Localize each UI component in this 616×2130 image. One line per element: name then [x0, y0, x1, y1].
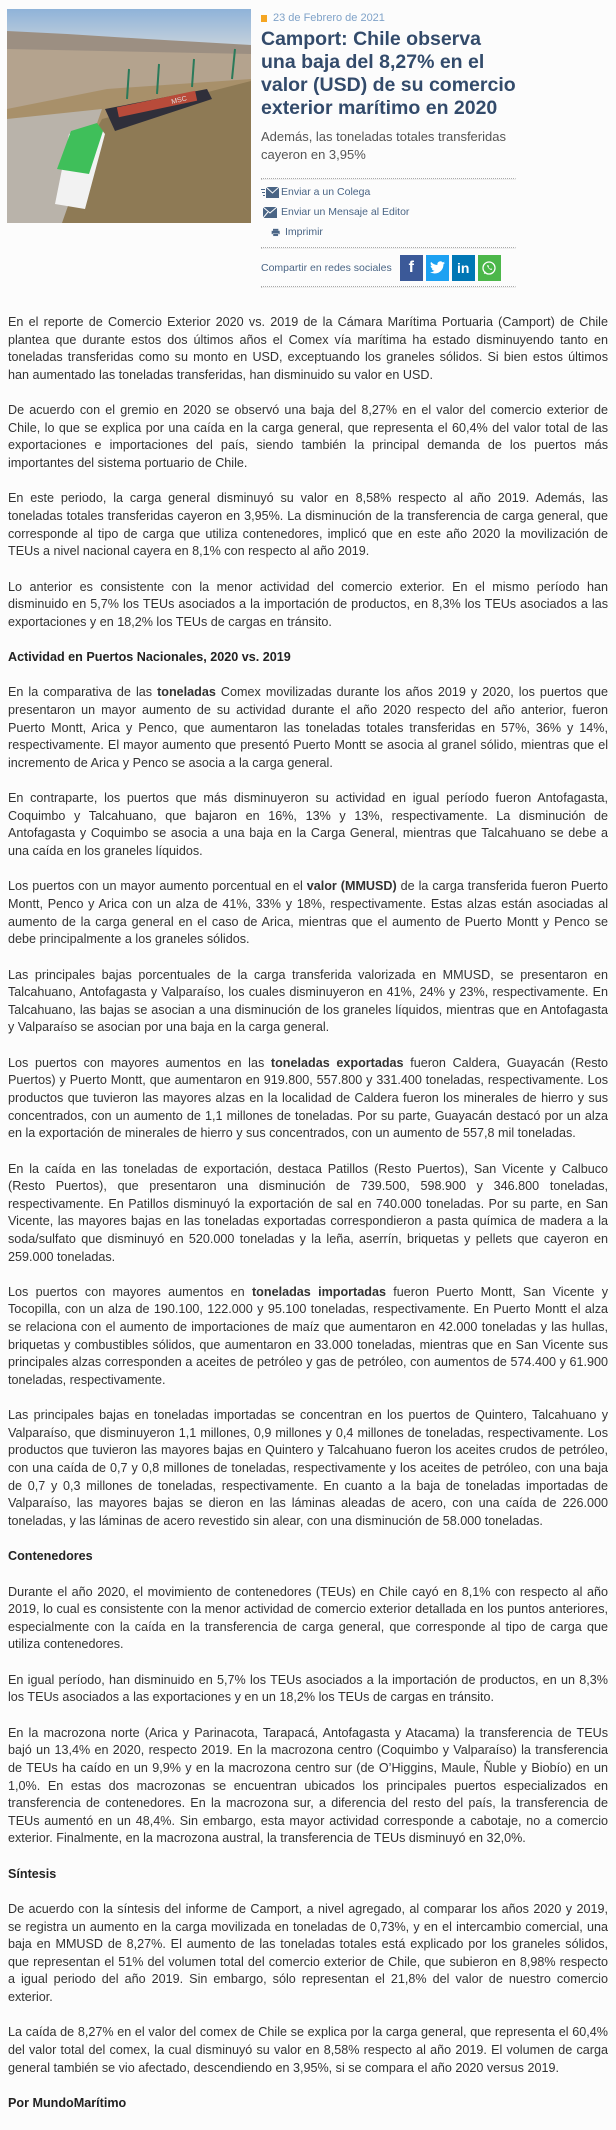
- facebook-icon: f: [408, 258, 414, 276]
- paragraph-text: En la caída en las toneladas de exportación, destaca Patillos (Resto Puertos), San Vicente y Calbuco (Resto Puertos), que presentaron una disminución de 739.500, 598.900 y 346.800 toneladas, respectivamente. En Patillos disminuyó la exportación de sal en 740.000 toneladas. Por su parte, en San Vicente, las mayores bajas en las toneladas exportadas correspondieron a pasta química de madera a la soda/sulfato que disminuyó en 520.000 toneladas y la leña, aserrín, briquetas y pellets que cayeron en 259.000 toneladas.: [8, 1161, 608, 1264]
- send-editor-link[interactable]: [261, 204, 409, 221]
- paragraph-text: De acuerdo con la síntesis del informe de Camport, a nivel agregado, al comparar los años 2020 y 2019, se registra un aumento en la carga movilizada en toneladas de 0,73%, y en el intercambio comercial, una baja en MMUSD de 8,27%. El aumento de las toneladas totales está explicado por los graneles sólidos, que representan el 51% del volumen total del comercio exterior de Chile, que subieron en 8,98% respecto a igual periodo del año 2019. Sin embargo, sólo representan el 21,8% del valor de nuestro comercio exterior.: [8, 1902, 608, 2005]
- article-paragraph: [8, 684, 608, 772]
- paragraph-text: fueron Puerto Montt, San Vicente y Tocopilla, con un alza de 190.100, 122.000 y 95.100 toneladas, respectivamente. En Puerto Montt el alza se relaciona con el aumento de importaciones de maíz que aumentaron en 42.000 toneladas y las hullas, briquetas y combustibles sólidos, que aumentaron en 33.000 toneladas, mientras que en San Vicente sus principales alzas corresponden a aceites de petróleo y gas de petróleo, con aumentos de 574.400 y 61.900 toneladas, respectivamente.: [8, 1284, 608, 1387]
- article-paragraph: [8, 402, 608, 472]
- page-title: Camport: Chile observa una baja del 8,27% en el valor (USD) de su comercio exterior marítimo en 2020: [261, 28, 516, 119]
- article-paragraph: [8, 1161, 608, 1267]
- article-subtitle: Además, las toneladas totales transferidas cayeron en 3,95%: [261, 129, 506, 162]
- divider: [261, 286, 516, 288]
- printer-icon: [271, 227, 283, 238]
- share-bar: [261, 249, 516, 286]
- bold-text: toneladas importadas: [251, 1284, 386, 1299]
- date-marker-icon: [261, 15, 267, 22]
- bold-text: valor (MMUSD): [306, 879, 397, 894]
- section-heading: [8, 2095, 608, 2113]
- article-actions: [261, 180, 516, 247]
- paragraph-text: Contenedores: [8, 1549, 93, 1564]
- article-paragraph: [8, 1901, 608, 2007]
- paragraph-text: Actividad en Puertos Nacionales, 2020 vs. 2019: [8, 650, 291, 665]
- whatsapp-share-button[interactable]: [478, 255, 501, 281]
- paragraph-text: fueron Caldera, Guayacán (Resto Puertos) y Puerto Montt, que aumentaron en 919.800, 557.800 y 331.400 toneladas, respectivamente. Los productos que tuvieron las mayores alzas en la localidad de Caldera fueron los minerales de hierro y sus concentrados, con un aumento de 1,1 millones de toneladas. Por su parte, Guayacán destacó por un alza en la exportación de minerales de hierro y sus concentrados, con un aumento de 557,8 mil toneladas.: [8, 1055, 609, 1141]
- paragraph-text: Síntesis: [8, 1866, 57, 1881]
- article-header: [261, 12, 516, 288]
- section-heading: [8, 1866, 608, 1884]
- article-paragraph: [8, 1672, 608, 1707]
- paragraph-text: En el reporte de Comercio Exterior 2020 vs. 2019 de la Cámara Marítima Portuaria (Camport) de Chile plantea que durante estos dos últimos años el Comex vía marítima ha estado disminuyendo tanto en toneladas transferidas como su monto en USD, exceptuando los graneles sólidos. Si bien estos últimos han aumentado las toneladas transferidas, han disminuido su valor en USD.: [8, 315, 608, 382]
- bold-text: toneladas: [157, 685, 216, 700]
- article-image: [7, 9, 251, 223]
- whatsapp-icon: [481, 260, 497, 276]
- paragraph-text: Comex movilizadas durante los años 2019 y 2020, los puertos que presentaron un mayor aumento de su actividad durante el año 2020 respecto del año anterior, fueron Puerto Montt, Arica y Penco, que aumentaron las toneladas totales transferidas en 57%, 36% y 14%, respectivamente. El mayor aumento que presentó Puerto Montt se asocia al granel sólido, mientras que el incremento de Arica y Penco se asocia a la carga general.: [8, 685, 608, 770]
- twitter-share-button[interactable]: [426, 255, 449, 281]
- article-paragraph: [8, 1055, 608, 1143]
- section-heading: [8, 649, 608, 667]
- article-body: [8, 314, 608, 2130]
- paragraph-text: De acuerdo con el gremio en 2020 se observó una baja del 8,27% en el valor del comercio exterior de Chile, lo que se explica por una caída en la carga general, que representa el 60,4% del valor total de las exportaciones e importaciones del país, siendo también la principal demanda de los puertos más importantes del sistema portuario de Chile.: [8, 403, 608, 470]
- article-paragraph: [8, 1725, 608, 1848]
- print-label: Imprimir: [285, 226, 323, 238]
- send-editor-label: Enviar un Mensaje al Editor: [281, 206, 410, 218]
- ship-label: MSC: [170, 95, 188, 106]
- send-colleague-label: Enviar a un Colega: [281, 186, 371, 198]
- paragraph-text: Las principales bajas en toneladas importadas se concentran en los puertos de Quintero, Talcahuano y Valparaíso, que disminuyeron 1,1 millones, 0,9 millones y 0,4 millones de toneladas, respectivamente. Los productos que tuvieron las mayores bajas en Quintero y Talcahuano fueron los aceites crudos de petróleo, con una caída de 0,7 y 0,8 millones de toneladas, respectivamente y los aceites de petróleo, con una baja de 0,7 y 0,3 millones de toneladas, respectivamente. En cuanto a la baja de toneladas importadas de Valparaíso, las mayores bajas se dieron en las láminas aleadas de acero, con una caída de 226.000 toneladas, y las láminas de acero revestido sin alear, con una disminución de 58.000 toneladas.: [8, 1408, 608, 1528]
- article-paragraph: [8, 1407, 608, 1530]
- paragraph-text: Lo anterior es consistente con la menor actividad del comercio exterior. En el mismo período han disminuido en 5,7% los TEUs asociados a la importación de productos, en 8,3% los TEUs asociados a las exportaciones y en 18,2% los TEUs de cargas en tránsito.: [8, 579, 608, 629]
- article-paragraph: [8, 967, 608, 1037]
- linkedin-icon: in: [457, 259, 470, 276]
- paragraph-text: En la comparativa de las: [8, 685, 158, 700]
- paragraph-text: En igual período, han disminuido en 5,7% los TEUs asociados a la importación de productos, en un 8,3% los TEUs asociados a las exportaciones y en un 18,2% los TEUs de cargas en tránsito.: [8, 1672, 608, 1705]
- print-link[interactable]: [271, 224, 323, 241]
- article-paragraph: [8, 314, 608, 384]
- paragraph-text: Los puertos con mayores aumentos en las: [8, 1055, 271, 1070]
- paragraph-text: En la macrozona norte (Arica y Parinacota, Tarapacá, Antofagasta y Atacama) la transferencia de TEUs bajó un 13,4% en 2020, respecto 2019. En la macrozona centro (Coquimbo y Valparaíso) la transferencia de TEUs ha caído en un 9,9% y en la macrozona centro sur (de O’Higgins, Maule, Ñuble y Biobío) en un 1,0%. En estas dos macrozonas se encuentran ubicados los principales puertos especializados en transferencia de contenedores. En la macrozona sur, a diferencia del resto del país, la transferencia de TEUs aumentó en un 48,4%. Sin embargo, esta mayor actividad corresponde a cabotaje, no a comercio exterior. Finalmente, en la macrozona austral, la transferencia de TEUs disminuyó en 32,0%.: [8, 1725, 608, 1846]
- article-paragraph: [8, 878, 608, 948]
- section-heading: [8, 1548, 608, 1566]
- article-paragraph: [8, 1584, 608, 1654]
- paragraph-text: En este periodo, la carga general disminuyó su valor en 8,58% respecto al año 2019. Además, las toneladas totales transferidas cayeron en 3,95%. La disminución de la transferencia de carga general, que corresponde al tipo de carga que utiliza contenedores, implicó que en este año 2020 la movilización de TEUs a nivel nacional cayera en 8,1% con respecto al año 2019.: [8, 491, 608, 559]
- article-paragraph: [8, 490, 608, 560]
- paragraph-text: La caída de 8,27% en el valor del comex de Chile se explica por la carga general, que representa el 60,4% del valor total del comex, la cual disminuyó su valor en 8,58% respecto al año 2019. El volumen de carga general también se vio afectado, descendiendo en 3,95%, si se compara el año 2020 versus 2019.: [8, 2025, 608, 2075]
- article-paragraph: [8, 2024, 608, 2077]
- paragraph-text: En contraparte, los puertos que más disminuyeron su actividad en igual período fueron Antofagasta, Coquimbo y Talcahuano, que bajaron en 16%, 13% y 13%, respectivamente. La disminución de Antofagasta y Coquimbo se asocia a una baja en la Carga General, mientras que Talcahuano se debe a una caída en los graneles líquidos.: [8, 791, 608, 859]
- article-date: [261, 12, 516, 24]
- paragraph-text: Las principales bajas porcentuales de la carga transferida valorizada en MMUSD, se presentaron en Talcahuano, Antofagasta y Valparaíso, los cuales disminuyeron en 41%, 24% y 23%, respectivamente. En Talcahuano, las bajas se asocian a una disminución de los graneles líquidos, mientras que en Antofagasta y Valparaíso se asocian por una baja en la carga general.: [8, 967, 608, 1035]
- date-text: 23 de Febrero de 2021: [273, 12, 385, 24]
- paragraph-text: Durante el año 2020, el movimiento de contenedores (TEUs) en Chile cayó en 8,1% con respecto al año 2019, lo cual es consistente con la menor actividad de comercio exterior detallada en los puntos anteriores, especialmente con la caída en la transferencia de carga general, que corresponde al tipo de carga que utiliza contenedores.: [8, 1584, 608, 1652]
- article-paragraph: [8, 1284, 608, 1390]
- paragraph-text: de la carga transferida fueron Puerto Montt, Penco y Arica con un alza de 41%, 33% y 18%, respectivamente. Estas alzas están asociadas al aumento de la carga general en el caso de Arica, mientras que el aumento de Puerto Montt y Penco se debe principalmente a los graneles sólidos.: [8, 879, 608, 947]
- send-colleague-link[interactable]: [261, 184, 370, 201]
- send-mail-icon: [261, 187, 279, 198]
- facebook-share-button[interactable]: [400, 255, 423, 281]
- bold-text: toneladas exportadas: [270, 1055, 404, 1070]
- article-paragraph: [8, 579, 608, 632]
- paragraph-text: Los puertos con un mayor aumento porcentual en el: [8, 879, 307, 894]
- envelope-icon: [261, 207, 279, 218]
- share-label: Compartir en redes sociales: [261, 261, 392, 274]
- paragraph-text: Por MundoMarítimo: [8, 2096, 127, 2111]
- article-paragraph: [8, 790, 608, 860]
- linkedin-share-button[interactable]: [452, 255, 475, 281]
- paragraph-text: Los puertos con mayores aumentos en: [8, 1284, 252, 1299]
- twitter-icon: [430, 261, 445, 274]
